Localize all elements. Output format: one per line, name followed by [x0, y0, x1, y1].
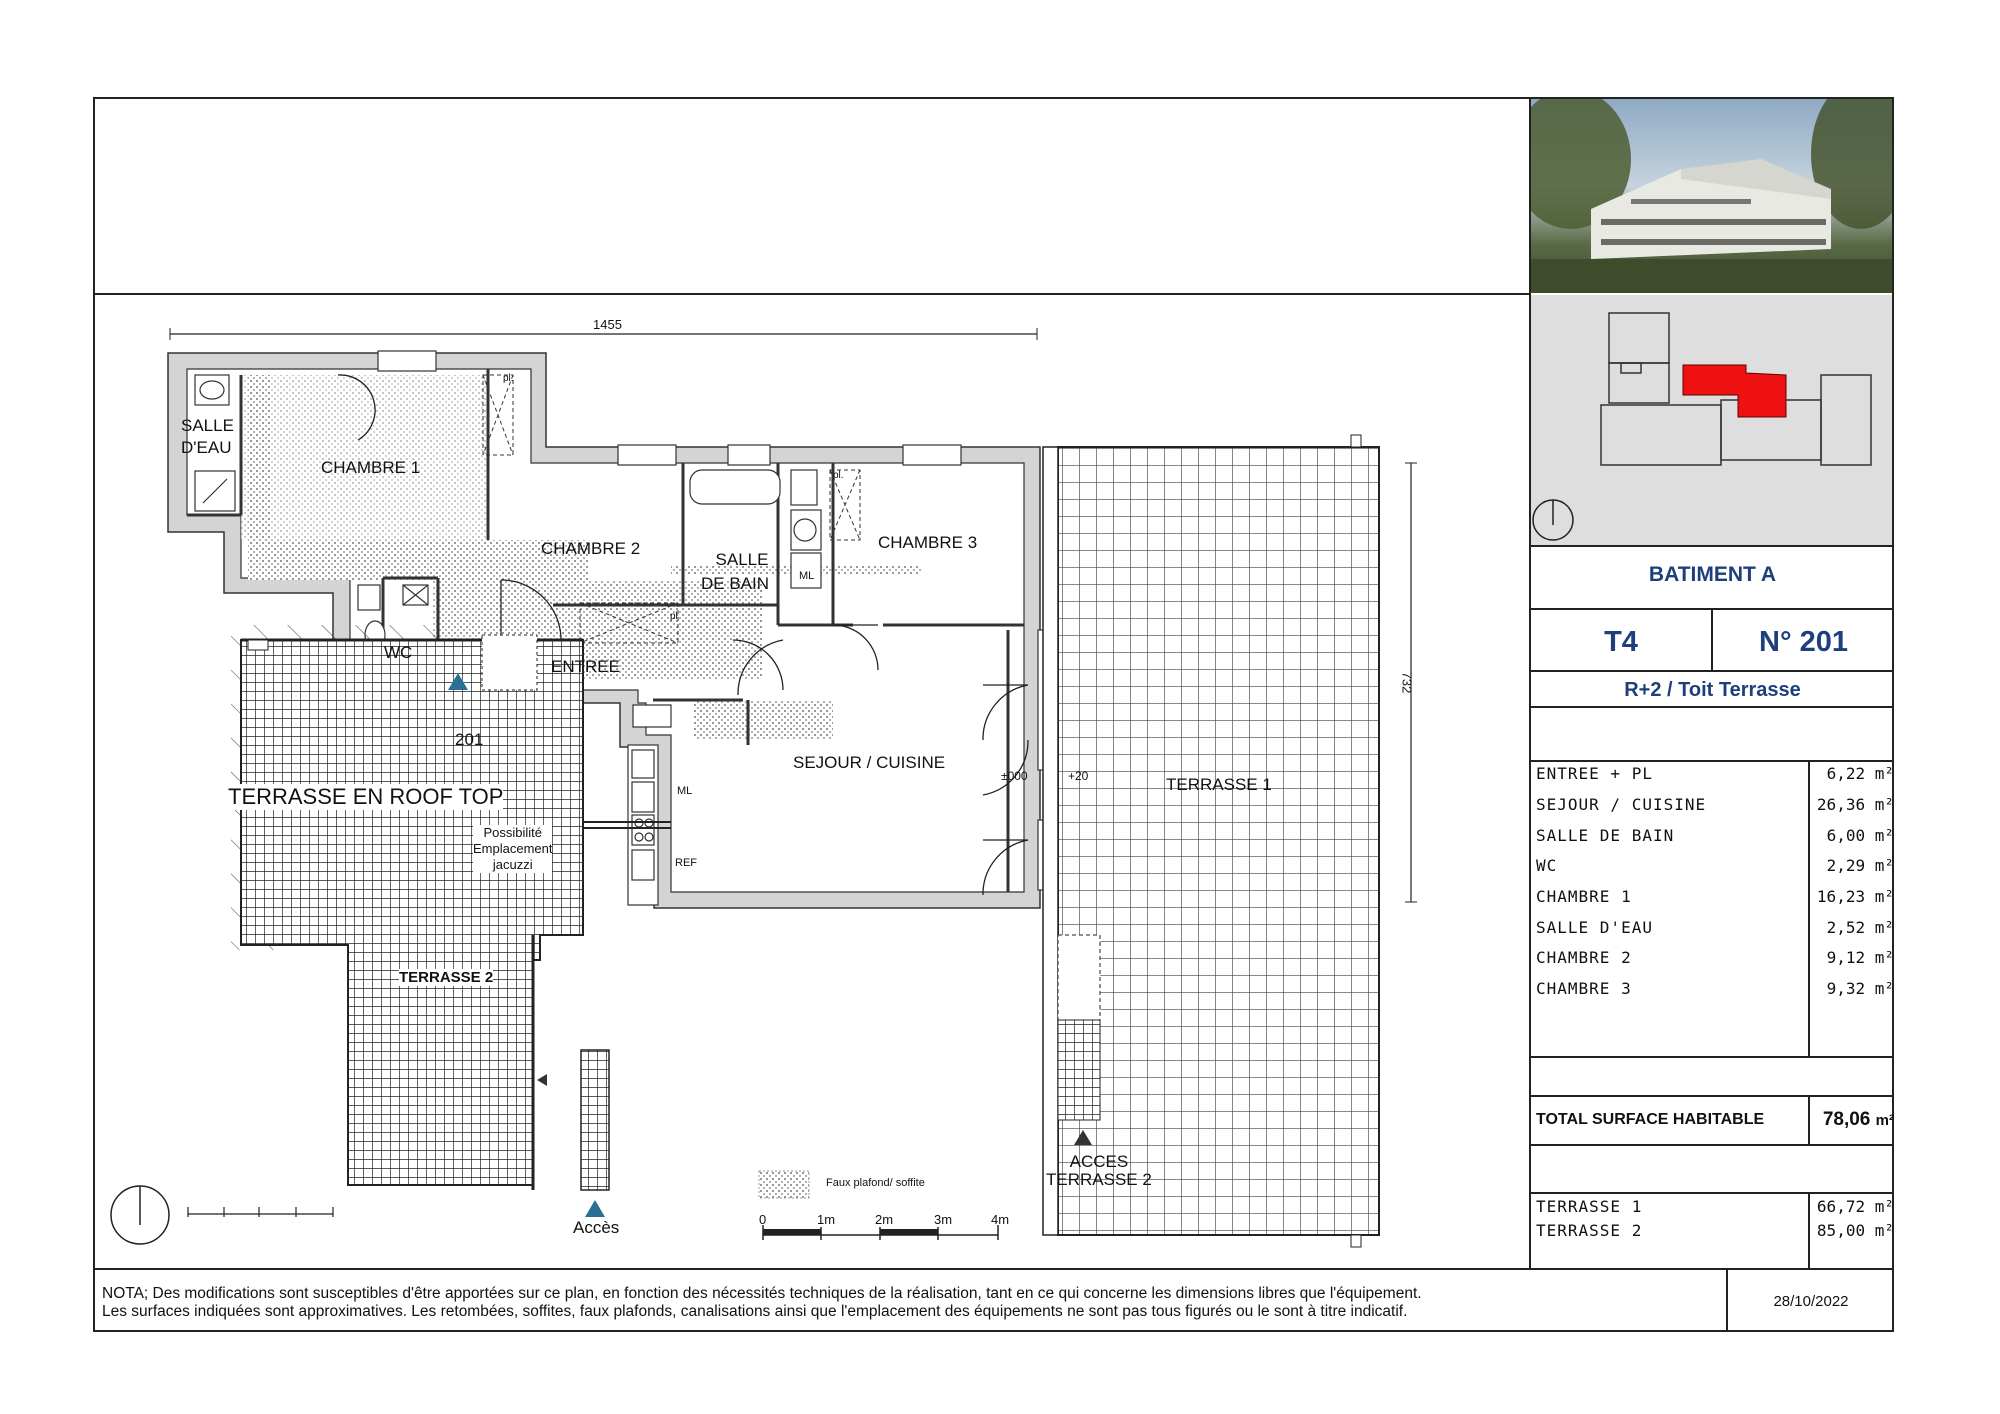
scale-4m: 4m	[991, 1212, 1010, 1227]
surface-name: WC	[1536, 856, 1558, 875]
room-terrasse-1: TERRASSE 1	[1166, 775, 1272, 794]
level-marker-0: ±000	[1001, 769, 1028, 783]
floor-plan	[93, 295, 1529, 1268]
divider	[1531, 1095, 1894, 1097]
unit: m²	[1874, 856, 1894, 875]
total-label: TOTAL SURFACE HABITABLE	[1536, 1111, 1765, 1128]
jacuzzi-line3: jacuzzi	[492, 857, 533, 872]
unit: m²	[1874, 918, 1894, 937]
roof-top-title: TERRASSE EN ROOF TOP	[228, 784, 504, 809]
surface-value	[1812, 856, 1894, 875]
value: 2,52	[1826, 918, 1866, 937]
surface-value	[1812, 887, 1894, 906]
value: 16,23	[1816, 887, 1866, 906]
surface-name: CHAMBRE 2	[1536, 948, 1632, 967]
scale-2m: 2m	[875, 1212, 894, 1227]
level-marker-20: +20	[1068, 769, 1089, 783]
room-salle-de-bain	[701, 548, 770, 596]
unit: m²	[1874, 1221, 1894, 1240]
fixture-ref: REF	[675, 857, 697, 869]
value: 85,00	[1816, 1221, 1866, 1240]
footer-note-line1: NOTA; Des modifications sont susceptibles d'être apportées sur ce plan, en fonction des nécessités techniques de la réalisation, tant en ce qui concerne les dimensions libres que l'équipement.	[102, 1285, 1422, 1302]
divider	[1531, 1056, 1894, 1058]
placard-pl-2: pl.	[833, 470, 844, 481]
room-salle-de-bain-line2: DE BAIN	[701, 574, 770, 593]
acces-terrasse-2	[1046, 1153, 1152, 1189]
unit: m²	[1874, 795, 1894, 814]
surface-name: SEJOUR / CUISINE	[1536, 795, 1707, 814]
room-wc: WC	[384, 643, 413, 662]
room-terrasse-2: TERRASSE 2	[399, 969, 494, 986]
placard-pl-1: pl.	[503, 373, 514, 384]
unit: m²	[1874, 979, 1894, 998]
value: 9,32	[1826, 979, 1866, 998]
key-plan-divider	[1531, 545, 1894, 547]
room-entree: ENTREE	[551, 657, 620, 676]
room-chambre-1: CHAMBRE 1	[321, 458, 421, 477]
key-plan	[1531, 295, 1892, 545]
room-sejour-cuisine: SEJOUR / CUISINE	[793, 753, 946, 772]
surface-value	[1812, 826, 1894, 845]
entry-number: 201	[455, 730, 484, 749]
room-salle-deau: SALLE D'EAU	[181, 416, 234, 457]
surface-name: CHAMBRE 3	[1536, 979, 1632, 998]
footer-date: 28/10/2022	[1773, 1293, 1849, 1310]
legend-soffite: Faux plafond/ soffite	[826, 1177, 925, 1189]
room-chambre-3: CHAMBRE 3	[878, 533, 978, 552]
jacuzzi-note	[473, 825, 552, 873]
unit: m²	[1874, 764, 1894, 783]
dimension-height: 732	[1399, 671, 1415, 694]
terrace-name: TERRASSE 1	[1536, 1197, 1643, 1216]
value: 66,72	[1816, 1197, 1866, 1216]
footer-note-line2: Les surfaces indiquées sont approximatives. Les retombées, soffites, faux plafonds, canalisations ainsi que l'emplacement des équipements ne sont pas tous figurés ou le sont à titre indicatif.	[102, 1303, 1408, 1320]
surface-value	[1812, 764, 1894, 783]
total-value	[1810, 1109, 1894, 1131]
terrace-value	[1812, 1197, 1894, 1216]
terrace-value	[1812, 1221, 1894, 1240]
unit: m²	[1874, 887, 1894, 906]
surface-name: SALLE DE BAIN	[1536, 826, 1675, 845]
scale-0: 0	[759, 1212, 767, 1227]
value: 2,29	[1826, 856, 1866, 875]
fixture-ml-kitchen: ML	[677, 785, 693, 797]
terrace-name: TERRASSE 2	[1536, 1221, 1643, 1240]
unit: m²	[1875, 1112, 1894, 1129]
value: 26,36	[1816, 795, 1866, 814]
surface-name: SALLE D'EAU	[1536, 918, 1653, 937]
value: 78,06	[1822, 1109, 1871, 1130]
surface-value	[1812, 795, 1894, 814]
surface-value	[1812, 948, 1894, 967]
value: 9,12	[1826, 948, 1866, 967]
surface-value	[1812, 979, 1894, 998]
divider	[1531, 670, 1894, 672]
divider	[1531, 706, 1894, 708]
jacuzzi-line1: Possibilité	[483, 825, 542, 840]
divider	[1531, 1144, 1894, 1146]
value: 6,22	[1826, 764, 1866, 783]
unit: m²	[1874, 948, 1894, 967]
building-name: BATIMENT A	[1648, 563, 1777, 586]
apartment-number: N° 201	[1759, 626, 1848, 658]
footer-divider	[93, 1268, 1894, 1270]
surface-name: ENTREE + PL	[1536, 764, 1653, 783]
level-label: R+2 / Toit Terrasse	[1624, 679, 1801, 701]
unit: m²	[1874, 826, 1894, 845]
room-salle-de-bain-line1: SALLE	[715, 550, 769, 569]
room-chambre-2: CHAMBRE 2	[541, 539, 641, 558]
acces-line2: TERRASSE 2	[1046, 1170, 1152, 1189]
value: 6,00	[1826, 826, 1866, 845]
unit: m²	[1874, 1197, 1894, 1216]
fixture-ml: ML	[799, 570, 815, 582]
acces-line1: ACCES	[1069, 1152, 1129, 1171]
divider	[1531, 760, 1894, 762]
scale-1m: 1m	[817, 1212, 836, 1227]
surface-value	[1812, 918, 1894, 937]
acces-label: Accès	[573, 1218, 620, 1237]
apartment-type: T4	[1604, 626, 1638, 658]
placard-pl-3: pl	[670, 611, 678, 622]
dimension-width: 1455	[593, 317, 622, 332]
building-rendering-image	[1531, 99, 1892, 293]
jacuzzi-line2: Emplacement	[473, 841, 553, 856]
scale-3m: 3m	[934, 1212, 953, 1227]
surface-name: CHAMBRE 1	[1536, 887, 1632, 906]
divider	[1531, 1192, 1894, 1194]
